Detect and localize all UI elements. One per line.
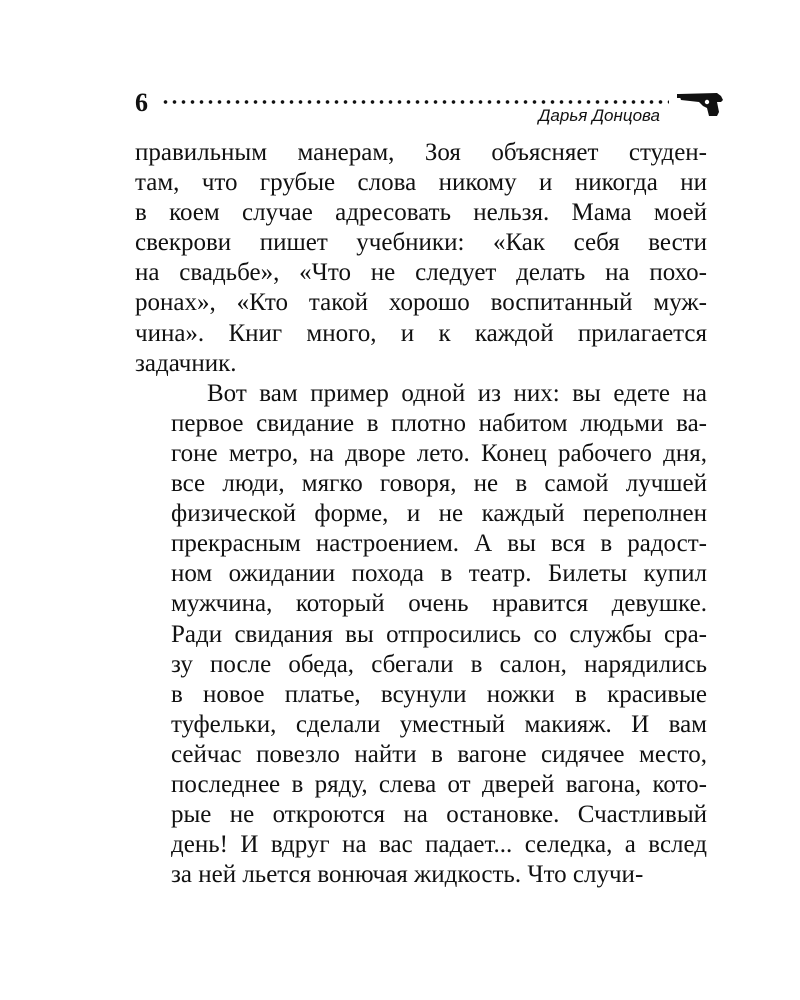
text-line: мужчина, который очень нравится девушке. bbox=[171, 590, 707, 618]
text-line: день! И вдруг на вас падает... селедка, а вслед bbox=[171, 831, 707, 859]
dotted-rule bbox=[161, 99, 669, 105]
text-line: первое свидание в плотно набитом людьми ва- bbox=[171, 409, 707, 437]
text-line: сейчас повезло найти в вагоне сидячее место, bbox=[171, 740, 707, 768]
text-line: последнее в ряду, слева от дверей вагона, кото- bbox=[171, 770, 707, 798]
text-line: туфельки, сделали уместный макияж. И вам bbox=[171, 710, 707, 738]
text-line: за ней льется вонючая жидкость. Что случи- bbox=[171, 861, 644, 889]
text-line: свекрови пишет учебники: «Как себя вести bbox=[135, 229, 707, 257]
text-line: чина». Книг много, и к каждой прилагается bbox=[135, 319, 707, 347]
paragraph bbox=[135, 379, 707, 891]
text-line: Ради свидания вы отпросились со службы сра- bbox=[171, 620, 707, 648]
pistol-icon bbox=[677, 88, 725, 118]
text-line: физической форме, и не каждый переполнен bbox=[171, 500, 707, 528]
text-line: правильным манерам, Зоя объясняет студен- bbox=[135, 139, 707, 166]
page-number: 6 bbox=[135, 88, 148, 117]
text-line: ронах», «Кто такой хорошо воспитанный муж- bbox=[135, 289, 707, 317]
page-body bbox=[135, 138, 707, 890]
text-line: все люди, мягко говоря, не в самой лучшей bbox=[171, 470, 707, 498]
paragraph bbox=[135, 138, 707, 379]
text-line: рые не откроются на остановке. Счастливый bbox=[171, 801, 707, 829]
running-header bbox=[135, 88, 725, 133]
text-line: Вот вам пример одной из них: вы едете на bbox=[207, 379, 707, 407]
text-line: прекрасным настроением. А вы вся в радост- bbox=[171, 530, 707, 558]
text-line: зу после обеда, сбегали в салон, нарядились bbox=[171, 650, 707, 678]
text-line: задачник. bbox=[135, 349, 237, 377]
text-line: в новое платье, всунули ножки в красивые bbox=[171, 680, 707, 708]
text-line: гоне метро, на дворе лето. Конец рабочего дня, bbox=[171, 439, 707, 467]
book-author: Дарья Донцова bbox=[538, 106, 660, 125]
text-line: на свадьбе», «Что не следует делать на похо- bbox=[135, 259, 707, 287]
text-line: ном ожидании похода в театр. Билеты купил bbox=[171, 560, 707, 588]
text-line: там, что грубые слова никому и никогда ни bbox=[135, 169, 707, 197]
text-line: в коем случае адресовать нельзя. Мама моей bbox=[135, 199, 707, 227]
